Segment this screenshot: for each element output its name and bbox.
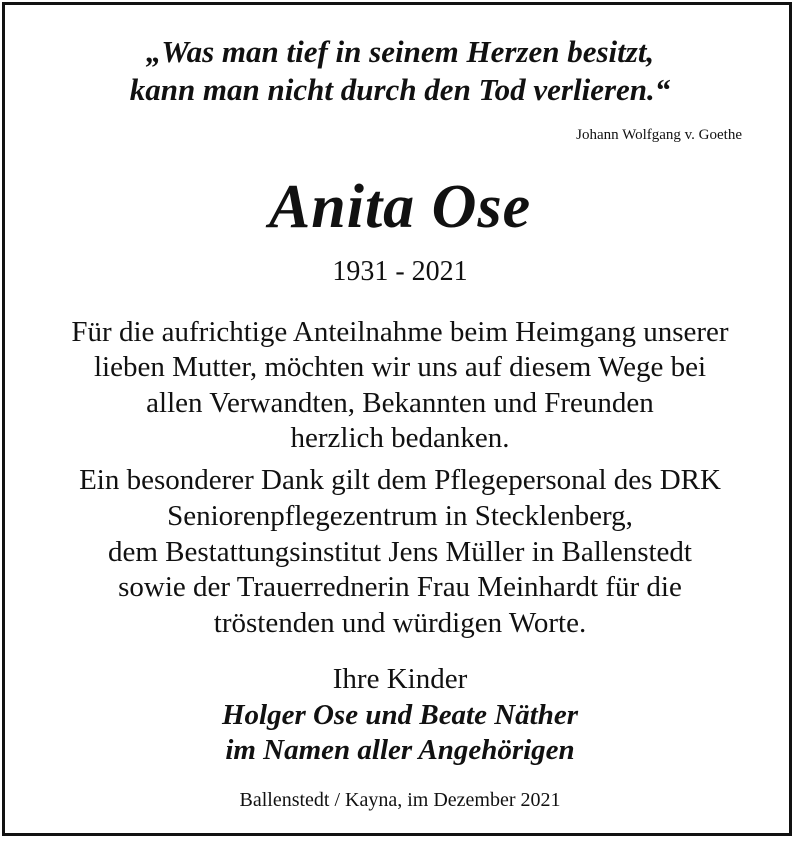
message-line-4: herzlich bedanken.: [290, 422, 510, 454]
life-years: 1931 - 2021: [332, 256, 468, 287]
quote-line-1: „Was man tief in seinem Herzen besitzt,: [145, 34, 655, 69]
signature-intro: Ihre Kinder: [332, 663, 468, 695]
message-line-7: dem Bestattungsinstitut Jens Müller in Ballenstedt: [108, 536, 692, 568]
message-line-1: Für die aufrichtige Anteilnahme beim Heimgang unserer: [71, 316, 729, 348]
signature-relatives: im Namen aller Angehörigen: [225, 734, 575, 766]
message-line-8: sowie der Trauerrednerin Frau Meinhardt für die: [118, 571, 682, 603]
message-line-2: lieben Mutter, möchten wir uns auf diesem Wege bei: [93, 351, 707, 383]
message-line-9: tröstenden und würdigen Worte.: [213, 607, 587, 639]
message-line-3: allen Verwandten, Bekannten und Freunden: [146, 387, 654, 419]
signature-names: Holger Ose und Beate Näther: [221, 699, 579, 731]
place-and-date: Ballenstedt / Kayna, im Dezember 2021: [239, 789, 561, 811]
message-line-6: Seniorenpflegezentrum in Stecklenberg,: [167, 500, 633, 532]
quote-line-2: kann man nicht durch den Tod verlieren.“: [129, 72, 671, 107]
deceased-name: Anita Ose: [268, 173, 532, 241]
message-line-5: Ein besonderer Dank gilt dem Pflegepersonal des DRK: [79, 464, 721, 496]
quote-author: Johann Wolfgang v. Goethe: [576, 127, 742, 143]
